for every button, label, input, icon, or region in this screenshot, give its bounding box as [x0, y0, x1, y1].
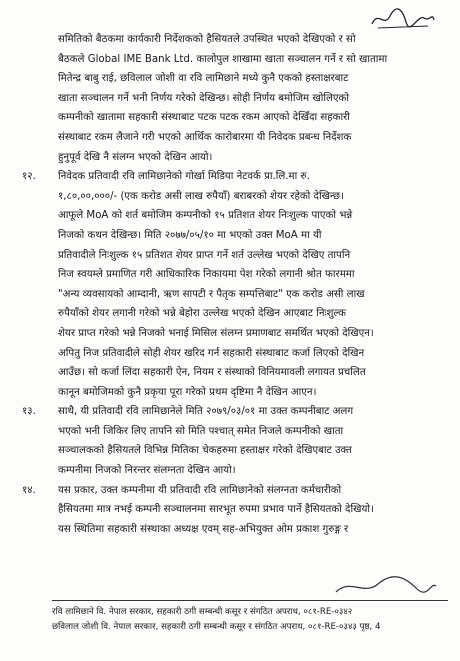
- document-body: [22, 30, 430, 539]
- text-line: कम्पनीमा निजको निरन्तर संलग्नता देखिन आयो।: [58, 465, 236, 477]
- paragraph: [22, 481, 430, 540]
- paragraph-number: १३.: [22, 406, 36, 418]
- footer-case-2: छविलाल जोशी वि. नेपाल सरकार, सहकारी ठगी सम्बन्धी कसूर र संगठित अपराध, ०८१-RE-०३४३ पृष्ठ, 4: [52, 622, 381, 632]
- text-line: यस स्थितिमा सहकारी संस्थाका अध्यक्ष एवम् सह-अभियुक्त ओम प्रकाश गुरुङ्ग र: [58, 523, 349, 535]
- paragraph: [22, 167, 430, 402]
- text-line: निज स्वयम्ले प्रमाणित गरी आधिकारिक निकायमा पेश गरेको लगानी श्रोत फारममा: [58, 269, 355, 281]
- text-line: कानून बमोजिमको कुनै प्रकृया पूरा गरेको प्रथम दृष्टिमा नै देखिन आएन।: [58, 386, 317, 398]
- text-line: अपितु निज प्रतिवादीले सोही शेयर खरिद गर्न सहकारी संस्थाबाट कर्जा लिएको देखिन: [58, 347, 365, 359]
- text-line: खाता सञ्चालन गर्ने भनी निर्णय गरेको देखिन्छ। सोही निर्णय बमोजिम खोलिएको: [58, 92, 349, 104]
- paragraph-number: १२.: [22, 171, 36, 183]
- text-line: भएको भनी जिकिर लिए तापनि सो मिति पश्चात् समेत निजले कम्पनीको खाता: [58, 425, 344, 437]
- text-line: समितिको बैठकमा कार्यकारी निर्देशकको हैसियतले उपस्थित भएको देखिएको र सो: [58, 34, 356, 45]
- text-line: आउँछ। सो कर्जा लिंदा सहकारी ऐन, नियम र संस्थाको विनियमावली लगायत प्रचलित: [58, 367, 366, 379]
- page-footer: [52, 600, 448, 635]
- text-line: निजको कथन देखिन्छ। मिति २०७७/०५/१० मा भएको उक्त MoA मा यी: [58, 229, 322, 241]
- text-line: हैसियतमा मात्र नभई कम्पनी सञ्चालनमा सारभूत रुपमा प्रभाव पार्ने हैसियतको देखियो।: [58, 504, 374, 516]
- text-line: आफूले MoA को शर्त बमोजिम कम्पनीको १५ प्रतिशत शेयर निःशुल्क पाएको भन्ने: [58, 210, 353, 222]
- text-line: शेयर प्राप्त गरेको भन्ने निजको भनाई मिसिल संलग्न प्रमाणबाट समर्थित भएको देखिएन।: [58, 327, 374, 339]
- text-line: कम्पनीको खातामा सहकारी संस्थाबाट पटक पटक रकम आएको देखिँदा सहकारी: [58, 112, 350, 124]
- text-line: "अन्य व्यवसायको आम्दानी, ऋण सापटी र पैतृक सम्पत्तिबाट" एक करोड असी लाख: [58, 288, 365, 300]
- text-line: निवेदक प्रतिवादी रवि लामिछानेको गोर्खा मिडिया नेटवर्क प्रा.लि.मा रु.: [58, 171, 310, 183]
- intro-paragraph: [58, 30, 430, 167]
- text-line: सञ्चालकको हैसियतले विभिन्न मितिका चेकहरुमा हस्ताक्षर गरेको देखिएबाट उक्त: [58, 445, 352, 457]
- text-line: साथै, यी प्रतिवादी रवि लामिछानेले मिति २०७९/०३/०१ मा उक्त कम्पनीबाट अलग: [58, 406, 354, 418]
- text-line: मितेन्द्र बाबु राई, छविलाल जोशी वा रवि लामिछाने मध्ये कुनै एकको हस्ताक्षरबाट: [58, 73, 349, 85]
- text-line: बैठकले Global IME Bank Ltd. कालोपुल शाखामा खाता सञ्चालन गर्ने र सो खातामा: [58, 53, 388, 65]
- text-line: प्रतिवादीले निःशुल्क १५ प्रतिशत शेयर प्राप्त गर्ने शर्त उल्लेख भएको देखिए तापनि: [58, 249, 351, 261]
- text-line: हुनुपूर्व देखि नै संलग्न भएको देखिन आयो।: [58, 151, 213, 163]
- footer-case-1: रवि लामिछाने वि. नेपाल सरकार, सहकारी ठगी सम्बन्धी कसूर र संगठित अपराध, ०८१-RE-०३४२: [52, 607, 353, 617]
- text-line: १,८०,००,०००/- (एक करोड असी लाख रुपैयाँ) बराबरको शेयर रहेको देखिन्छ।: [58, 190, 344, 202]
- text-line: यस प्रकार, उक्त कम्पनीमा यी प्रतिवादी रवि लामिछानेको संलग्नता कर्मचारीको: [58, 484, 342, 496]
- signature-stamp: [330, 570, 440, 600]
- paragraph: [22, 402, 430, 480]
- text-line: संस्थाबाट रकम लैजाने गरी भएको आर्थिक कारोबारमा यी निवेदक प्रबन्ध निर्देशक: [58, 131, 352, 143]
- paragraph-number: १४.: [22, 484, 36, 496]
- text-line: रुपैयाँको शेयर लगानी गरेको भन्ने बेहोरा उल्लेख भएको देखिन आएबाट निःशुल्क: [58, 308, 346, 320]
- numbered-paragraphs: [22, 167, 430, 539]
